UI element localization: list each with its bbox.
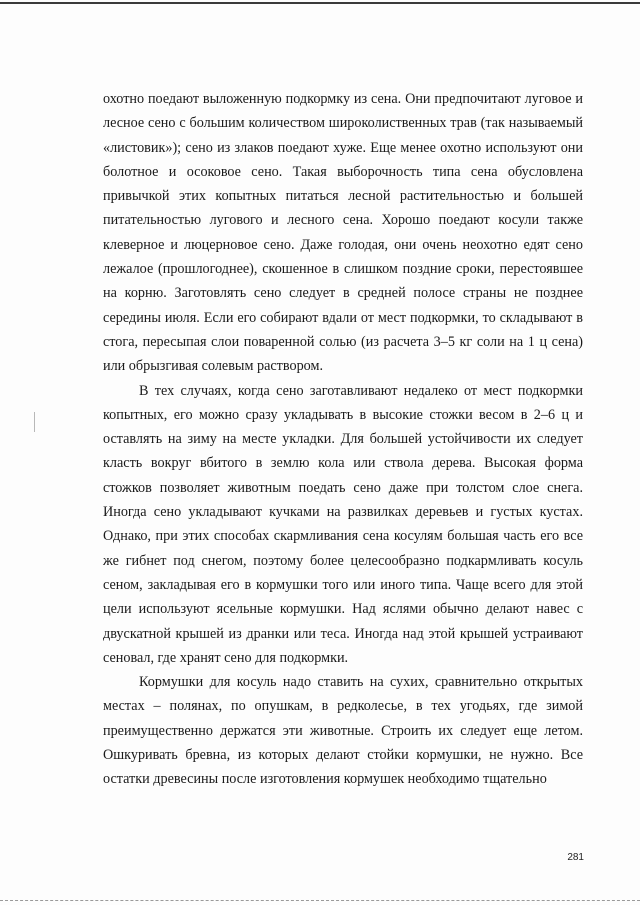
bottom-scan-border xyxy=(0,900,640,902)
paragraph-3: Кормушки для косуль надо ставить на сухих, сравнительно открытых местах – полянах, по опушкам, в редколесье, в тех угодьях, где зимой преимущественно держатся эти животные. Строить их следует еще летом. Ошкуривать бревна, из которых делают стойки кормушки, не нужно. Все остатки древесины после изготовления кормушек необходимо тщательно xyxy=(103,674,583,788)
page-number: 281 xyxy=(567,852,584,863)
paragraph-1: охотно поедают выложенную подкормку из сена. Они предпочитают луговое и лесное сено с большим количеством широколиственных трав (так называемый «листовик»); сено из злаков поедают хуже. Еще менее охотно используют они болотное и осоковое сено. Такая выборочность типа сена обусловлена привычкой этих копытных питаться лесной растительностью и большей питательностью лугового и лесного сена. Хорошо поедают косули также клеверное и люцерновое сено. Даже голодая, они очень неохотно едят сено лежалое (прошлогоднее), скошенное в слишком поздние сроки, перестоявшее на корню. Заготовлять сено следует в средней полосе страны не позднее середины июля. Если его собирают вдали от мест подкормки, то складывают в стога, пересыпая слои поваренной солью (из расчета 3–5 кг соли на 1 ц сена) или обрызгивая солевым раствором. xyxy=(103,91,583,375)
margin-mark xyxy=(34,412,35,432)
top-scan-border xyxy=(0,2,640,4)
body-text xyxy=(103,87,583,792)
paragraph-2: В тех случаях, когда сено заготавливают недалеко от мест подкормки копытных, его можно сразу укладывать в высокие стожки весом в 2–6 ц и оставлять на зиму на месте укладки. Для большей устойчивости их следует класть вокруг вбитого в землю кола или ствола дерева. Высокая форма стожков позволяет животным поедать сено даже при толстом слое снега. Иногда сено укладывают кучками на развилках деревьев и густых кустах. Однако, при этих способах скармливания сена косулям большая часть его все же гибнет под снегом, поэтому более целесообразно подкармливать косуль сеном, закладывая его в кормушки того или иного типа. Чаще всего для этой цели используют ясельные кормушки. Над яслями обычно делают навес с двускатной крышей из дранки или теса. Иногда над этой крышей устраивают сеновал, где хранят сено для подкормки. xyxy=(103,382,583,666)
